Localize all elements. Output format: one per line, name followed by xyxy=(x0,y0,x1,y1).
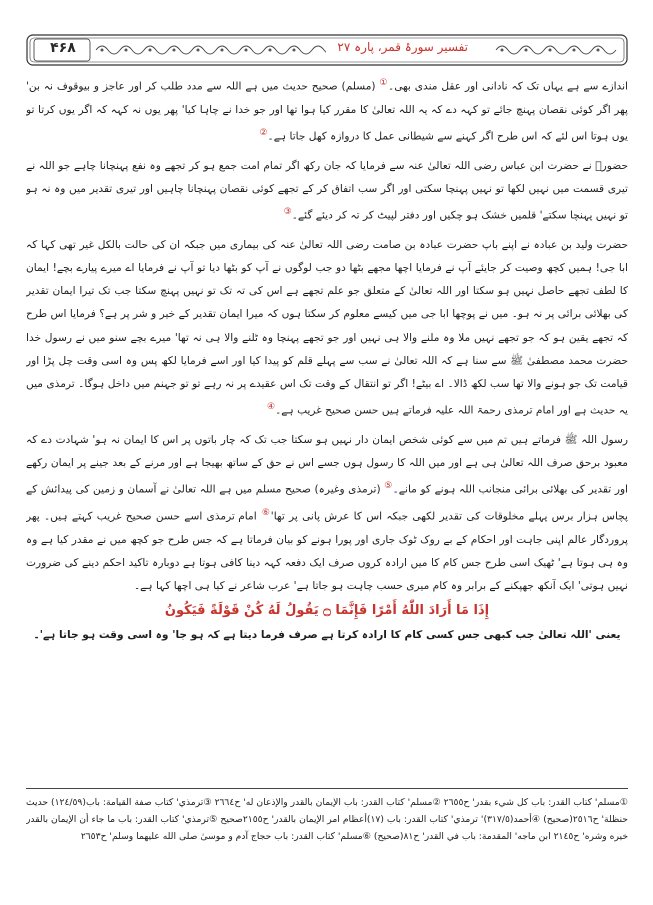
ornamental-header-frame-icon xyxy=(26,34,628,66)
page-number: ۴۶۸ xyxy=(50,40,76,56)
paragraph: حضورؐ نے حضرت ابن عباس رضی اللہ تعالیٰ عنہ سے فرمایا کہ جان رکھ اگر تمام امت جمع ہو کر تجھے وہ نفع پہنچانا چاہے جو اللہ نے تیری قسمت میں نہیں لکھا تو نہیں پہنچا سکتی اور اگر سب اتفاق کر کے تجھے کوئی نقصان پہنچانا چاہیں اور تیری تقدیر میں وہ نہ ہو تو نہیں پہنچا سکتے' قلمیں خشک ہو چکیں اور دفتر لپیٹ کر تہ کر دیئے گئے۔③ xyxy=(26,159,628,222)
footnote-marker[interactable]: ① xyxy=(378,78,388,88)
paragraph: اندازے سے ہے یہاں تک کہ نادانی اور عقل مندی بھی۔① (مسلم) صحیح حدیث میں ہے اللہ سے مدد طلب کر اور عاجز و بیوقوف نہ بن' پھر اگر کوئی نقصان پہنچ جائے تو کہہ دے کہ یہ اللہ تعالیٰ کا مقرر کیا ہوا تھا اور جو خدا نے چاہا کیا' پھر یوں نہ کہہ کہ اگر یوں کرتا تو یوں ہوتا اس لئے کہ اس طرح اگر کہنے سے شیطانی عمل کا دروازہ کھل جاتا ہے۔② xyxy=(26,78,628,143)
page-header xyxy=(26,34,628,66)
verse-translation: یعنی 'اللہ تعالیٰ جب کبھی جس کسی کام کا ارادہ کرتا ہے صرف فرما دیتا ہے کہ ہو جا' وہ اسی وقت ہو جاتا ہے'۔ xyxy=(33,629,621,642)
paragraph: رسول اللہ ﷺ فرماتے ہیں تم میں سے کوئی شخص ایمان دار نہیں ہو سکتا جب تک کہ چار باتوں پر اس کا ایمان نہ ہو' شہادت دے کہ معبود برحق صرف اللہ تعالیٰ ہی ہے اور میں اللہ کا رسول ہوں جسے اس نے حق کے ساتھ بھیجا ہے اور مرنے کے بعد جینے پر ایمان رکھے اور تقدیر کی بھلائی برائی منجانب اللہ ہونے کو مانے۔⑤ (ترمذی وغیرہ) صحیح مسلم میں ہے اللہ تعالیٰ نے آسمان و زمین کی پیدائش کے پچاس ہزار برس پہلے مخلوقات کی تقدیر لکھی جبکہ اس کا عرش پانی پر تھا'⑥ امام ترمذی اسے حسن صحیح غریب کہتے ہیں۔ پھر پروردگار عالم اپنی جاہت اور احکام کے بے روک ٹوک جاری اور پورا ہونے کو بیان فرماتا ہے کہ جس طرح جو کچھ میں نے مقدر کیا ہے وہ وہ ہی ہوتا ہے' ٹھیک اسی طرح جس کام کا میں ارادہ کروں صرف ایک دفعہ کہہ دینا کافی ہوتا ہے دوبارہ تاکید احکم دینے کی ضرورت نہیں ہوتی' ایک آنکھ جھپکنے کے برابر وہ کام میری حسب چاہت ہو جاتا ہے' عرب شاعر نے کیا ہی اچھا کہا ہے۔ xyxy=(26,433,628,593)
running-title: تفسیر سورۂ قمر، پارہ ۲۷ xyxy=(337,40,468,54)
footnote-divider xyxy=(26,788,628,789)
footnote-references: ①مسلم' کتاب القدر: باب کل شيء بقدر' ح٢٦٥٥ ②مسلم' کتاب القدر: باب الإیمان بالقدر والإذعان له' ح٢٦٦٤ ③ترمذي' کتاب صفة القیامة: باب(١٢٤/٥٩) حدیث حنظلة' ح٢٥١٦(صحیح) ④أحمد(٣١٧/٥)' ترمذي' کتاب القدر: باب (١٧)أعظام امر الإیمان بالقدر' ح٢١٥٥صحیح ⑤ترمذي' کتاب القدر: باب ما جاء أن الإیمان بالقدر خیره وشره' ح٢١٤٥ ابن ماجه' المقدمة: باب في القدر' ح٨١(صحیح) ⑥مسلم' کتاب القدر: باب حجاج آدم و موسیٰ صلی الله علیهما وسلم' ح٢٦٥٣ xyxy=(26,797,628,843)
footnote-marker[interactable]: ④ xyxy=(267,402,276,413)
quranic-verse: إِذَا مَا أَرَادَ اللّٰهُ أَمْرًا فَإِنَّمَا ۝ يَقُولُ لَهُ كُنْ قَوْلَةً فَيَكُونُ xyxy=(164,603,490,619)
footnotes xyxy=(26,794,628,898)
main-text xyxy=(26,72,628,782)
footnote-marker[interactable]: ⑤ xyxy=(384,481,393,492)
paragraph: حضرت ولید بن عبادہ نے اپنے باپ حضرت عبادہ بن صامت رضی اللہ تعالیٰ عنہ کی بیماری میں جبکہ ان کی حالت بالکل غیر تھی کہا کہ ابا جی! ہمیں کچھ وصیت کر جایئے آپ نے فرمایا اچھا مجھے بٹھا دو جب لوگوں نے آپ کو بٹھا دیا تو آپ نے فرمایا اے میرے پیارے بچے! ایمان کا لطف تجھے حاصل نہیں ہو سکتا اور اللہ تعالیٰ کے متعلق جو علم تجھے ہے اس کی تہ تک تو نہیں پہنچ سکتا جب تک تیرا ایمان تقدیر کی بھلائی برائی پر نہ ہو۔ میں نے پوچھا ابا جی میں کیسے معلوم کر سکتا ہوں کہ میرا ایمان تقدیر کے خیر و شر پر ہے؟ فرمایا اس طرح کہ تجھے یقین ہو کہ جو تجھے نہیں ملا وہ ملنے والا ہی نہیں اور جو تجھے پہنچا وہ ٹلنے والا ہی نہ تھا' میرے بچے سنو میں نے رسول خدا حضرت محمد مصطفیٰ ﷺ سے سنا ہے کہ اللہ تعالیٰ نے سب سے پہلے قلم کو پیدا کیا اور اسے فرمایا لکھ پس وہ اسی وقت چل پڑا اور قیامت تک جو ہونے والا تھا سب لکھ ڈالا۔ اے بیٹے! اگر تو انتقال کے وقت تک اس عقیدے پر نہ رہے تو تو جہنم میں داخل ہوگا۔ ترمذی میں یہ حدیث ہے اور امام ترمذی رحمۃ اللہ علیہ فرماتے ہیں حسن صحیح غریب ہے۔④ xyxy=(26,238,628,417)
footnote-marker[interactable]: ⑥ xyxy=(260,508,271,519)
footnote-marker[interactable]: ③ xyxy=(283,207,292,218)
footnote-marker[interactable]: ② xyxy=(259,127,268,138)
